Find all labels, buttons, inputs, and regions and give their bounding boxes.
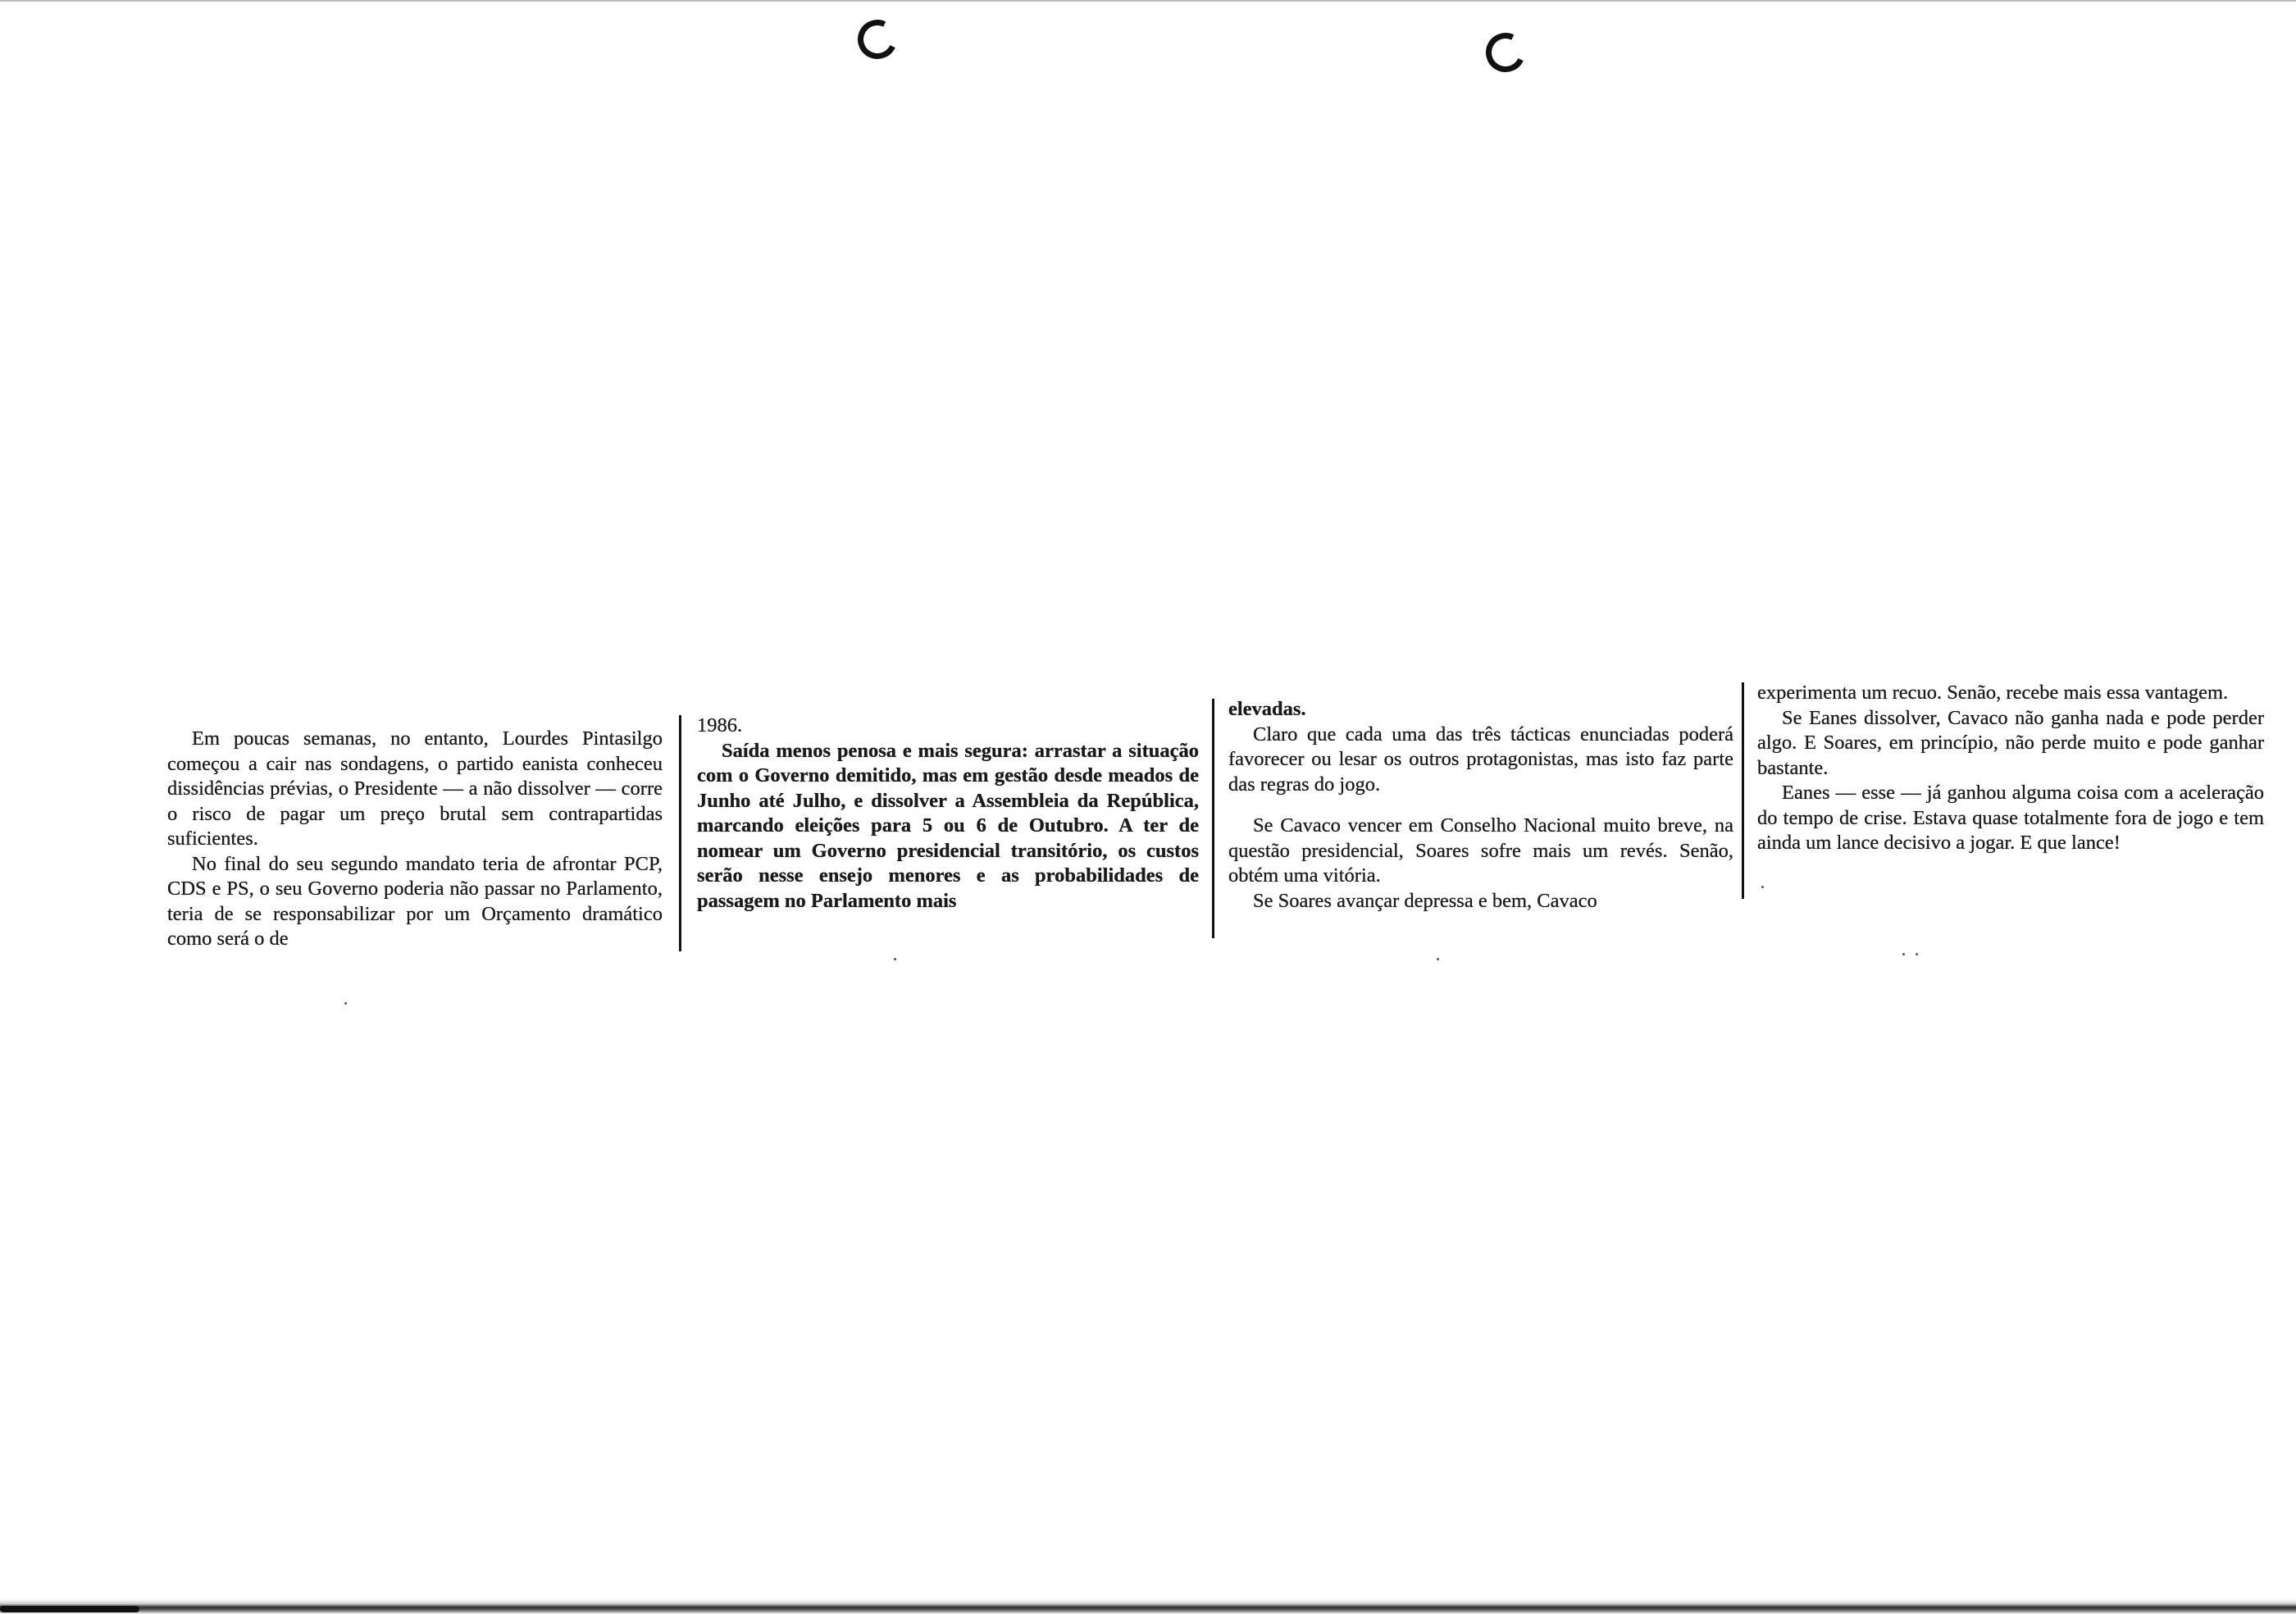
paragraph: Em poucas semanas, no entanto, Lourdes Pintasilgo começou a cair nas sondagens, o partido eanista conheceu dissidências prévias, o Presidente — a não dissolver — corre o risco de pagar um preço brutal sem contrapartidas suficientes. xyxy=(167,727,663,850)
paragraph: Claro que cada uma das três tácticas enunciadas poderá favorecer ou lesar os outros protagonistas, mas isto faz parte das regras do jogo. xyxy=(1228,723,1733,796)
column-divider xyxy=(1742,682,1744,899)
scan-speck xyxy=(1437,958,1439,960)
punch-hole-mark xyxy=(1480,27,1531,78)
scan-speck xyxy=(1761,886,1764,888)
article-column-1 xyxy=(167,727,663,952)
article-column-4 xyxy=(1757,681,2264,856)
paragraph: Se Eanes dissolver, Cavaco não ganha nada e pode perder algo. E Soares, em princípio, não perde muito e pode ganhar bastante. xyxy=(1757,706,2264,779)
scan-speck xyxy=(894,958,896,960)
column-divider xyxy=(679,715,681,951)
scan-speck xyxy=(1916,953,1918,955)
paragraph: Saída menos penosa e mais segura: arrastar a situação com o Governo demitido, mas em gestão desde meados de Junho até Julho, e dissolver a Assembleia da República, marcando eleições para 5 ou 6 de Outubro. A ter de nomear um Governo presidencial transitório, os custos serão nesse ensejo menores e as probabilidades de passagem no Parlamento mais xyxy=(697,739,1199,912)
article-column-2 xyxy=(697,714,1199,914)
paragraph: Eanes — esse — já ganhou alguma coisa com a aceleração do tempo de crise. Estava quase totalmente fora de jogo e tem ainda um lance decisivo a jogar. E que lance! xyxy=(1757,782,2264,854)
paragraph: No final do seu segundo mandato teria de afrontar PCP, CDS e PS, o seu Governo poderia não passar no Parlamento, teria de se responsabilizar por um Orçamento dramático como será o de xyxy=(167,852,663,950)
scan-speck xyxy=(1902,953,1905,955)
paragraph: elevadas. xyxy=(1228,698,1306,720)
scan-top-edge xyxy=(0,0,2296,2)
paragraph: 1986. xyxy=(697,714,743,736)
paragraph: experimenta um recuo. Senão, recebe mais essa vantagem. xyxy=(1757,682,2229,704)
punch-hole-mark xyxy=(852,14,903,65)
column-divider xyxy=(1212,699,1214,938)
paragraph: Se Cavaco vencer em Conselho Nacional muito breve, na questão presidencial, Soares sofre mais um revés. Senão, obtém uma vitória. xyxy=(1228,814,1733,887)
article-column-3 xyxy=(1228,697,1733,914)
scan-speck xyxy=(344,1002,347,1005)
scan-bottom-edge-shadow xyxy=(0,1606,139,1612)
scan-bottom-edge xyxy=(0,1599,2296,1614)
paragraph: Se Soares avançar depressa e bem, Cavaco xyxy=(1253,889,1597,912)
